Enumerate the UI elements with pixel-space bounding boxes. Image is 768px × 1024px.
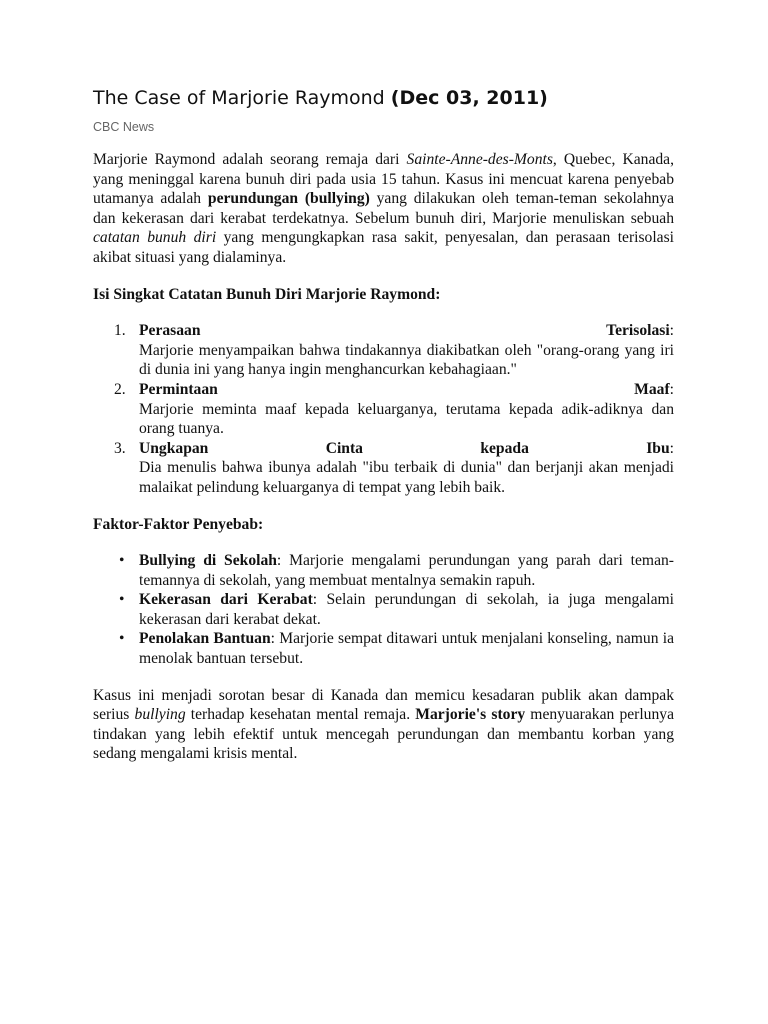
note-item-word: Perasaan — [139, 322, 201, 340]
conclusion-text-1: Kasus ini menjadi sorotan besar di Kanada dan memicu kesadaran publik akan dampak serius — [93, 686, 674, 724]
conclusion-text-2: terhadap kesehatan mental remaja. — [185, 706, 416, 724]
factors-heading: Faktor-Faktor Penyebab: — [93, 515, 264, 533]
note-item-word: Ungkapan — [139, 439, 209, 457]
note-item-word: Permintaan — [139, 380, 218, 398]
intro-text-2: , Quebec, Kanada, yang meninggal karena bunuh diri pada usia 15 tahun. Kasus ini mencuat karena penyebab utamanya adalah — [93, 151, 674, 208]
note-item-number: 3. — [114, 439, 126, 457]
bullet-icon: • — [119, 552, 125, 570]
intro-paragraph — [93, 150, 674, 268]
factor-text: : Selain perundungan di sekolah, ia juga mengalami kekerasan dari kerabat dekat. — [139, 591, 674, 628]
note-item-text: Marjorie menyampaikan bahwa tindakannya diakibatkan oleh "orang-orang yang iri di dunia ini yang hanya ingin menghancurkan kebahagiaan." — [139, 341, 674, 379]
factor-item — [93, 551, 674, 590]
note-item-word: Ibu — [646, 439, 670, 457]
note-item-number: 1. — [114, 322, 126, 340]
note-item — [93, 380, 674, 439]
factor-item — [93, 590, 674, 629]
factor-text: : Marjorie sempat ditawari untuk menjalani konseling, namun ia menolak bantuan tersebut. — [139, 630, 674, 668]
note-item-heading: Permintaan Maaf: — [139, 380, 674, 398]
intro-italic: catatan bunuh diri — [93, 229, 217, 247]
document-page — [93, 86, 674, 764]
note-item-number: 2. — [114, 380, 126, 398]
document-title — [93, 86, 674, 110]
intro-text-4: yang mengungkapkan rasa sakit, penyesalan, dan perasaan terisolasi akibat situasi yang dialaminya. — [93, 229, 675, 266]
conclusion-bold: Marjorie's story — [415, 706, 526, 724]
intro-text-1: Marjorie Raymond adalah seorang remaja dari — [93, 151, 407, 168]
note-item-word: Terisolasi — [606, 322, 670, 340]
note-item — [93, 439, 674, 498]
factor-label: Penolakan Bantuan — [139, 630, 271, 648]
note-item-text: Marjorie meminta maaf kepada keluarganya, terutama kepada adik-adiknya dan orang tuanya. — [139, 400, 674, 438]
note-item-word: Cinta — [325, 439, 363, 457]
title-main: The Case of Marjorie Raymond — [93, 87, 385, 109]
factor-label: Bullying di Sekolah — [139, 552, 277, 570]
intro-text-3: yang dilakukan oleh teman-teman sekolahnya dan kekerasan dari kerabat terdekatnya. Sebelum bunuh diri, Marjorie menuliskan sebuah — [93, 190, 675, 227]
intro-bold: perundungan (bullying) — [207, 190, 370, 208]
note-item-heading: Perasaan Terisolasi: — [139, 322, 674, 340]
factors-list — [93, 551, 674, 669]
intro-place: Sainte-Anne-des-Monts — [406, 151, 553, 168]
note-item-word: Maaf — [634, 380, 670, 398]
bullet-icon: • — [119, 591, 125, 609]
note-item-word: kepada — [480, 439, 529, 457]
factor-text: : Marjorie mengalami perundungan yang parah dari teman-temannya di sekolah, yang membuat mentalnya semakin rapuh. — [139, 552, 674, 589]
conclusion-paragraph — [93, 686, 674, 764]
conclusion-text-3: menyuarakan perlunya tindakan yang lebih efektif untuk mencegah perundungan dan membantu korban yang sedang mengalami krisis mental. — [93, 706, 674, 763]
factor-item — [93, 629, 674, 668]
factor-label: Kekerasan dari Kerabat — [139, 591, 313, 609]
note-item-heading: Ungkapan Cinta kepada Ibu: — [139, 439, 674, 457]
note-list — [93, 321, 674, 497]
note-item — [93, 321, 674, 380]
note-item-text: Dia menulis bahwa ibunya adalah "ibu terbaik di dunia" dan berjanji akan menjadi malaikat pelindung keluarganya di tempat yang lebih baik. — [139, 459, 674, 496]
title-date: (Dec 03, 2011) — [390, 87, 548, 109]
note-heading: Isi Singkat Catatan Bunuh Diri Marjorie Raymond: — [93, 285, 441, 303]
bullet-icon: • — [119, 630, 125, 648]
source-label: CBC News — [93, 120, 155, 134]
conclusion-italic: bullying — [134, 706, 186, 724]
